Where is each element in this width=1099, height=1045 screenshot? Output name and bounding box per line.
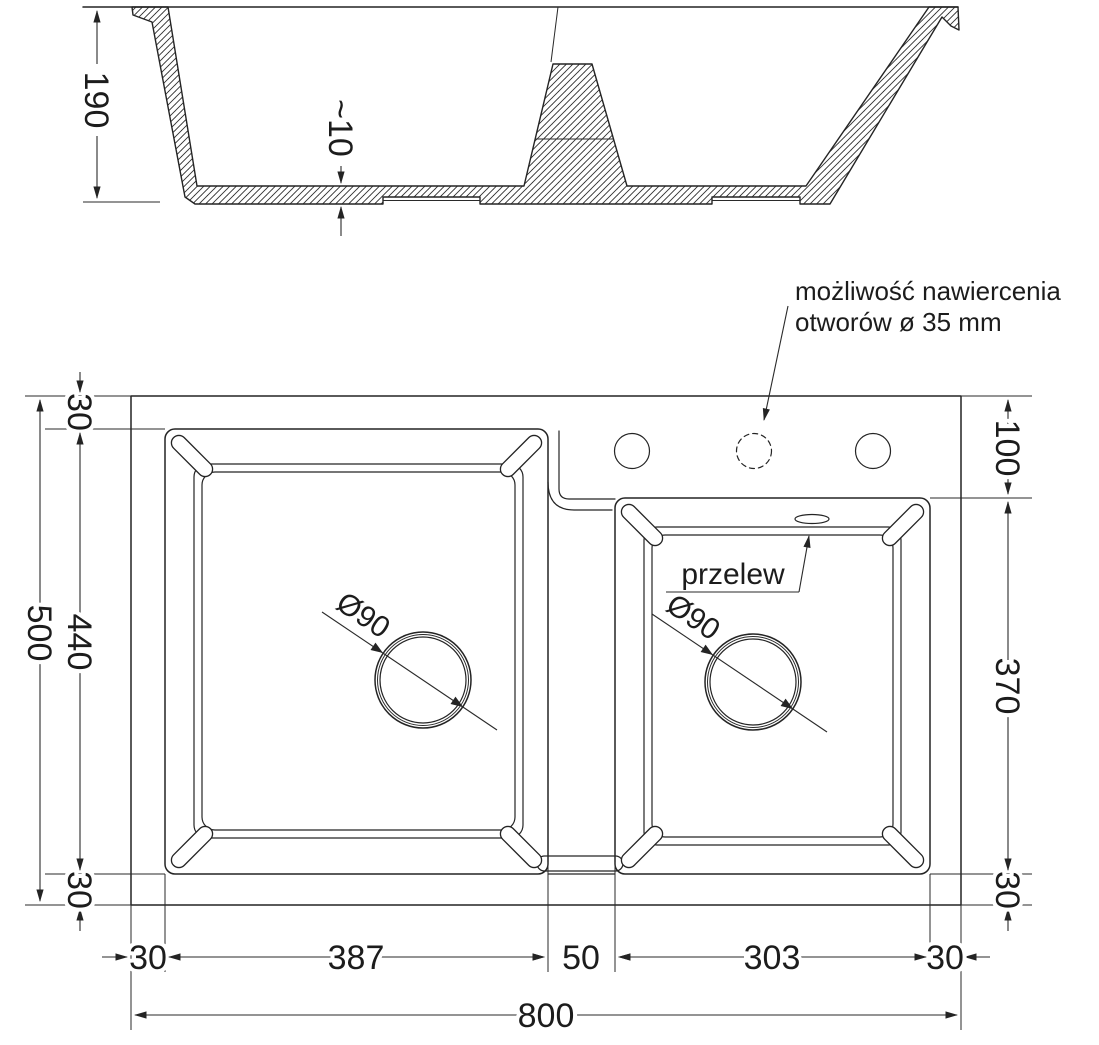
drill-option-hole — [737, 434, 772, 469]
left-basin-inner-rim-inner — [202, 472, 515, 830]
dim-500-text: 500 — [20, 604, 58, 662]
drain-right — [652, 588, 827, 732]
dims-left — [20, 372, 165, 931]
chamfer-left-br — [497, 823, 544, 870]
left-basin-outline — [165, 429, 548, 874]
faucet-hole-right — [856, 434, 891, 469]
dim-30t-text: 30 — [60, 393, 98, 431]
dim-30bl-text: 30 — [60, 871, 98, 909]
chamfer-right-tl — [618, 501, 665, 548]
note-line-2: otworów ø 35 mm — [795, 307, 1002, 337]
dim-100-text: 100 — [988, 419, 1026, 477]
drain-left-label: Ø90 — [330, 585, 396, 645]
divider-projection-line — [551, 7, 558, 62]
note-leader — [764, 306, 788, 420]
basin-bridge — [537, 856, 623, 871]
chamfer-left-bl — [168, 823, 215, 870]
chamfer-right-br — [879, 823, 926, 870]
note-line-1: możliwość nawiercenia — [795, 276, 1061, 306]
dim-30l-text: 30 — [129, 939, 167, 977]
dim-303-text: 303 — [743, 939, 801, 977]
dim-370-text: 370 — [988, 657, 1026, 715]
divider-step-inner — [559, 431, 615, 499]
overflow-leader — [799, 536, 809, 592]
right-basin-outline — [615, 498, 930, 874]
chamfer-right-bl — [618, 823, 665, 870]
faucet-hole-left — [615, 434, 650, 469]
dim-30br-text: 30 — [988, 871, 1026, 909]
drain-left-arrow-2 — [451, 697, 464, 707]
cross-section-body — [132, 7, 959, 204]
dims-right — [930, 396, 1032, 931]
dim-440-text: 440 — [60, 613, 98, 671]
dim-30r-text: 30 — [926, 939, 964, 977]
chamfer-right-tr — [879, 501, 926, 548]
overflow-slot — [795, 515, 829, 524]
plan-view — [131, 276, 1061, 905]
overflow-label: przelew — [681, 558, 785, 591]
divider-step-outer — [548, 482, 612, 510]
drain-left — [322, 586, 497, 730]
dim-387-text: 387 — [327, 939, 385, 977]
dim-50-text: 50 — [562, 939, 600, 977]
depth-dim-text: 190 — [77, 71, 115, 129]
cross-section-view — [77, 7, 959, 236]
floor-dim-text: ~10 — [321, 99, 359, 157]
chamfer-left-tl — [168, 432, 215, 479]
drain-right-arrow-2 — [781, 699, 793, 709]
drain-right-label: Ø90 — [660, 587, 726, 647]
left-basin-inner-rim-outer — [194, 464, 523, 838]
chamfer-left-tr — [497, 432, 544, 479]
dim-800-text: 800 — [517, 997, 575, 1035]
dims-bottom — [102, 862, 990, 1035]
